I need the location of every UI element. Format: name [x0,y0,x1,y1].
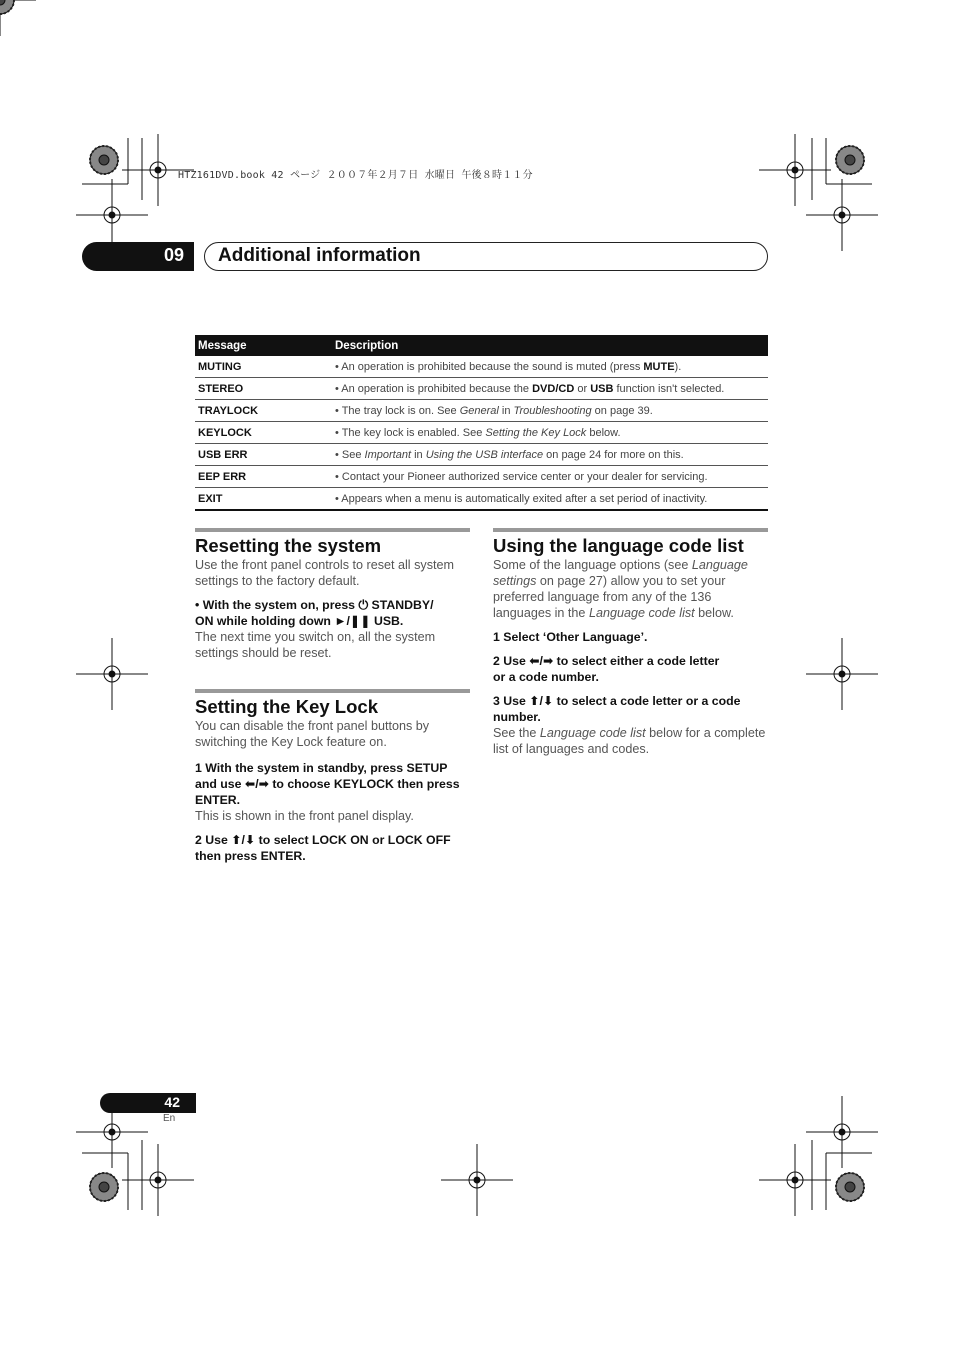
page-number: 42 [164,1094,180,1110]
desc-bold: USB [590,382,614,395]
message-code: STEREO [195,378,332,400]
section-rule [195,528,470,532]
desc-text: • See [335,448,365,461]
language-step2-line1: 2 Use ⬅/➡ to select either a code letter [493,654,720,668]
italic-ref: Language code list [588,606,695,620]
left-column [195,528,470,864]
section-title-language: Using the language code list [493,535,744,556]
language-step3-line1: 3 Use ⬆/⬇ to select a code letter or a code [493,694,741,708]
chapter-title: Additional information [218,245,421,266]
message-description [332,400,768,422]
desc-italic: Troubleshooting [513,404,592,417]
message-code: KEYLOCK [195,422,332,444]
column-header: Message [195,335,332,356]
column-header: Description [332,335,768,356]
text: See the [493,726,540,740]
desc-italic: Important [364,448,412,461]
reset-result: The next time you switch on, all the system settings should be reset. [195,630,436,660]
table-row [195,400,768,422]
keylock-step1-line2: and use ⬅/➡ to choose KEYLOCK then press [195,777,460,791]
message-code: EXIT [195,488,332,511]
reset-step-line2: ON while holding down ►/❚❚ USB. [195,614,404,628]
language-see-note [493,725,768,757]
message-code: EEP ERR [195,466,332,488]
message-table [195,335,768,511]
language-step1: 1 Select ‘Other Language’. [493,630,648,644]
text: on page 27) allow you to set your preferred language from any of the 136 languages in the [493,574,726,620]
keylock-step1-line1: 1 With the system in standby, press SETUP [195,761,448,775]
right-column [493,528,768,757]
table-row [195,444,768,466]
keylock-note: This is shown in the front panel display. [195,809,414,823]
print-info-line: HTZ161DVD.book 42 ページ ２００７年２月７日 水曜日 午後８時１１分 [178,170,533,181]
section-rule [195,689,470,693]
table-row [195,378,768,400]
message-description [332,356,768,378]
language-code: En [163,1113,176,1124]
message-code: USB ERR [195,444,332,466]
italic-ref: Language code list [539,726,646,740]
keylock-step2-line2: then press ENTER. [195,849,306,863]
desc-text: • The key lock is enabled. See [335,426,486,439]
desc-italic: General [459,404,499,417]
section-rule [493,528,768,532]
section-title-keylock: Setting the Key Lock [195,696,378,717]
chapter-badge [82,242,194,271]
text: below. [694,606,734,620]
desc-text: on page 39. [591,404,653,417]
desc-text: ). [674,360,682,373]
italic-ref: Language settings [493,558,748,588]
chapter-title-box [204,242,768,271]
desc-italic: Using the USB interface [425,448,544,461]
table-header-row [195,335,768,356]
desc-text: • An operation is prohibited because the sound is muted (press [335,360,644,373]
message-description: • Appears when a menu is automatically exited after a set period of inactivity. [332,488,768,511]
message-description: • Contact your Pioneer authorized service center or your dealer for servicing. [332,466,768,488]
table-row [195,356,768,378]
reset-step-line1: • With the system on, press ⏻ STANDBY/ [195,598,434,612]
message-description [332,444,768,466]
desc-italic: Setting the Key Lock [485,426,587,439]
page-number-badge [100,1093,196,1113]
table-row [195,422,768,444]
desc-text: • The tray lock is on. See [335,404,460,417]
desc-text: • An operation is prohibited because the [335,382,533,395]
desc-text: in [411,448,426,461]
language-step3-line2: number. [493,710,541,724]
desc-bold: DVD/CD [532,382,575,395]
reset-intro: Use the front panel controls to reset all system settings to the factory default. [195,558,454,588]
chapter-number: 09 [163,245,184,265]
desc-bold: MUTE [643,360,675,373]
message-description [332,422,768,444]
desc-text: below. [586,426,621,439]
language-step2-line2: or a code number. [493,670,599,684]
keylock-intro: You can disable the front panel buttons by switching the Key Lock feature on. [195,719,430,749]
table-row [195,466,768,488]
desc-text: or [574,382,591,395]
message-description [332,378,768,400]
desc-text: function isn't selected. [613,382,725,395]
desc-text: in [498,404,514,417]
message-code: MUTING [195,356,332,378]
keylock-step2-line1: 2 Use ⬆/⬇ to select LOCK ON or LOCK OFF [195,833,451,847]
language-intro [493,557,768,621]
text: Some of the language options (see [493,558,692,572]
desc-text: on page 24 for more on this. [543,448,684,461]
text: below for a complete list of languages and codes. [493,726,766,756]
section-title-reset: Resetting the system [195,535,382,556]
keylock-step1-line3: ENTER. [195,793,241,807]
message-code: TRAYLOCK [195,400,332,422]
table-row [195,488,768,511]
